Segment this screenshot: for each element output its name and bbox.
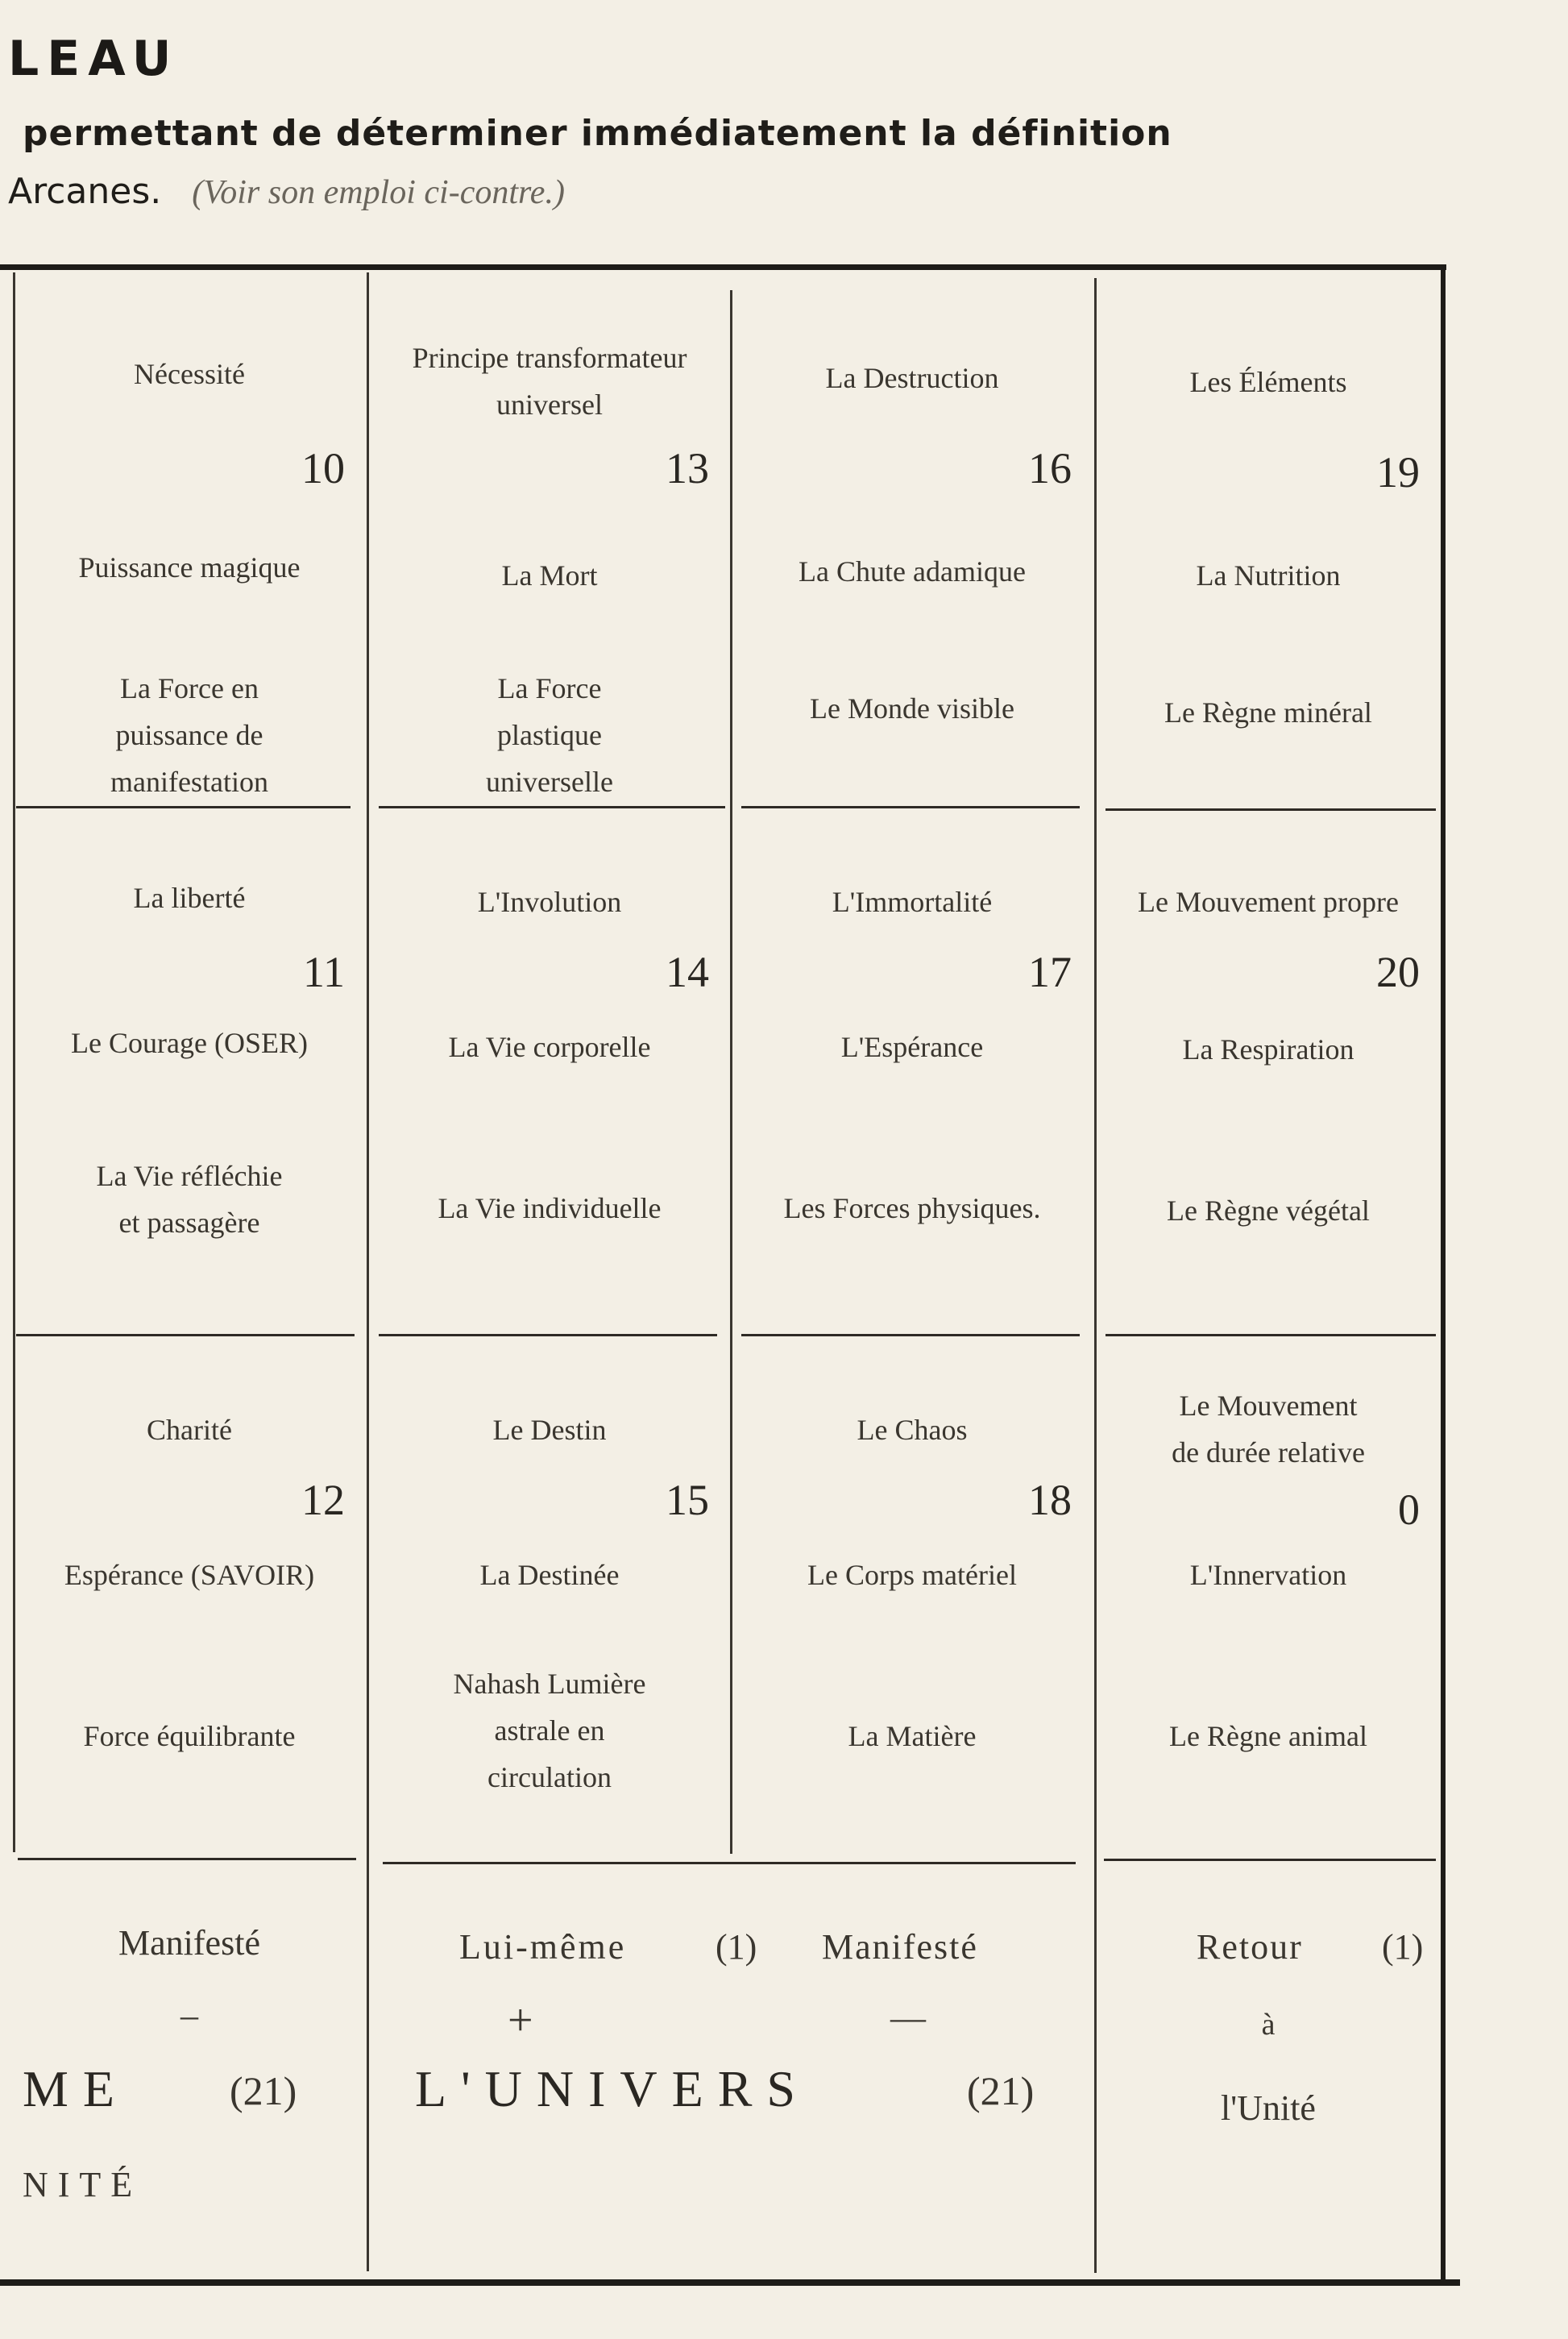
cell-bottom-label: La Vie individuelle bbox=[438, 1192, 662, 1224]
row-divider-3c bbox=[1104, 1859, 1436, 1861]
cell-bottom-label: Force équilibrante bbox=[83, 1720, 296, 1752]
dash-mark-2: — bbox=[890, 1998, 926, 2038]
cell-arcane-15 bbox=[372, 1338, 727, 1854]
row-divider-1a bbox=[16, 806, 351, 808]
me-number: (21) bbox=[230, 2068, 297, 2113]
table-top-rule bbox=[0, 264, 1446, 270]
cell-number: 14 bbox=[666, 948, 709, 996]
cell-mid-label: Le Corps matériel bbox=[807, 1559, 1017, 1591]
cell-bottom-label: Le Monde visible bbox=[810, 692, 1014, 725]
table-right-border bbox=[1441, 270, 1446, 2281]
cell-number: 18 bbox=[1028, 1476, 1072, 1524]
cell-bottom-label: La Force en puissance de manifestation bbox=[110, 672, 268, 798]
manifested-label: Manifesté bbox=[118, 1923, 260, 1963]
cell-top-label: L'Involution bbox=[477, 886, 622, 918]
cell-arcane-0 bbox=[1099, 1338, 1437, 1854]
self-label: Lui-même bbox=[459, 1927, 627, 1967]
cell-bottom-label: Le Règne végétal bbox=[1167, 1194, 1370, 1227]
cell-mid-label: L'Innervation bbox=[1189, 1559, 1347, 1591]
table-bottom-rule bbox=[0, 2279, 1460, 2286]
cell-arcane-16 bbox=[735, 278, 1089, 802]
subtitle-line-1: permettant de déterminer immédiatement la définition bbox=[23, 113, 1172, 154]
row-divider-2a bbox=[16, 1334, 355, 1336]
cell-arcane-18 bbox=[735, 1338, 1089, 1854]
cell-top-label: Le Destin bbox=[492, 1414, 607, 1446]
row-divider-3b bbox=[383, 1862, 1076, 1864]
cell-arcane-12 bbox=[16, 1338, 363, 1854]
univers-number: (21) bbox=[967, 2068, 1035, 2113]
cell-number: 11 bbox=[303, 948, 345, 996]
cell-arcane-11 bbox=[16, 810, 363, 1330]
cell-bottom-label: Nahash Lumière astrale en circulation bbox=[453, 1668, 646, 1793]
cell-arcane-13 bbox=[372, 278, 727, 802]
cell-top-label: Le Mouvement de durée relative bbox=[1172, 1390, 1365, 1469]
cell-bottom-label: La Vie réfléchie et passagère bbox=[96, 1160, 283, 1239]
cell-arcane-19 bbox=[1099, 278, 1437, 802]
manifested-right-label: Manifesté bbox=[822, 1927, 978, 1967]
cell-number: 12 bbox=[301, 1476, 345, 1524]
cell-top-label: Les Éléments bbox=[1189, 366, 1347, 398]
self-number: (1) bbox=[716, 1927, 757, 1967]
cell-top-label: La liberté bbox=[133, 882, 246, 914]
cell-top-label: Le Mouvement propre bbox=[1138, 886, 1399, 918]
table-left-border bbox=[13, 272, 15, 1852]
cell-bottom-label: La Matière bbox=[848, 1720, 977, 1752]
cell-mid-label: La Respiration bbox=[1182, 1033, 1354, 1066]
cell-top-label: La Destruction bbox=[825, 362, 999, 394]
col-divider-1 bbox=[367, 272, 369, 2271]
cell-mid-label: La Vie corporelle bbox=[448, 1031, 651, 1063]
cell-mid-label: La Mort bbox=[501, 559, 598, 592]
cell-bottom-label: Le Règne minéral bbox=[1164, 696, 1372, 729]
cell-bottom-label: La Force plastique universelle bbox=[486, 672, 613, 798]
cell-number: 17 bbox=[1028, 948, 1072, 996]
cell-arcane-10 bbox=[16, 278, 363, 802]
nite-fragment: NITÉ bbox=[23, 2165, 143, 2204]
me-fragment: ME bbox=[23, 2060, 129, 2117]
cell-number: 0 bbox=[1398, 1485, 1420, 1534]
col-divider-2 bbox=[730, 290, 732, 1854]
cell-number: 16 bbox=[1028, 444, 1072, 492]
cell-number: 19 bbox=[1376, 448, 1420, 496]
cell-top-label: Nécessité bbox=[134, 358, 245, 390]
row-divider-2c bbox=[741, 1334, 1080, 1336]
cell-top-label: Principe transformateur universel bbox=[412, 342, 687, 421]
row-divider-3a bbox=[18, 1858, 356, 1860]
subtitle-line-2 bbox=[8, 171, 565, 212]
page-title: LEAU bbox=[8, 31, 180, 87]
to-label: à bbox=[1261, 2008, 1276, 2042]
return-number: (1) bbox=[1382, 1927, 1424, 1967]
cell-mid-label: Le Courage (OSER) bbox=[71, 1027, 308, 1059]
cell-arcane-20 bbox=[1099, 810, 1437, 1330]
cell-mid-label: L'Espérance bbox=[840, 1031, 984, 1063]
cell-top-label: L'Immortalité bbox=[832, 886, 993, 918]
cell-number: 15 bbox=[666, 1476, 709, 1524]
col-divider-3 bbox=[1094, 278, 1097, 2273]
cell-mid-label: Puissance magique bbox=[78, 551, 301, 584]
cell-bottom-label: Les Forces physiques. bbox=[783, 1192, 1041, 1224]
cell-top-label: Charité bbox=[147, 1414, 232, 1446]
univers-word: L'UNIVERS bbox=[415, 2060, 810, 2117]
row-divider-1b bbox=[379, 806, 725, 808]
cell-number: 10 bbox=[301, 444, 345, 492]
row-divider-2d bbox=[1105, 1334, 1436, 1336]
cell-mid-label: La Destinée bbox=[479, 1559, 620, 1591]
unity-label: l'Unité bbox=[1221, 2088, 1316, 2128]
cell-mid-label: Espérance (SAVOIR) bbox=[64, 1559, 315, 1591]
row-divider-2b bbox=[379, 1334, 717, 1336]
cell-number: 13 bbox=[666, 444, 709, 492]
plus-sign: + bbox=[508, 1996, 533, 2046]
cell-mid-label: La Chute adamique bbox=[799, 555, 1026, 588]
subtitle-note: (Voir son emploi ci-contre.) bbox=[192, 174, 565, 211]
cell-mid-label: La Nutrition bbox=[1196, 559, 1341, 592]
subtitle-arcanes: Arcanes. bbox=[8, 171, 162, 212]
cell-arcane-14 bbox=[372, 810, 727, 1330]
cell-arcane-17 bbox=[735, 810, 1089, 1330]
cell-number: 20 bbox=[1376, 948, 1420, 996]
row-divider-1c bbox=[741, 806, 1080, 808]
dash-mark: – bbox=[180, 1996, 198, 2035]
return-label: Retour bbox=[1197, 1927, 1303, 1967]
cell-top-label: Le Chaos bbox=[857, 1414, 968, 1446]
cell-bottom-label: Le Règne animal bbox=[1169, 1720, 1367, 1752]
